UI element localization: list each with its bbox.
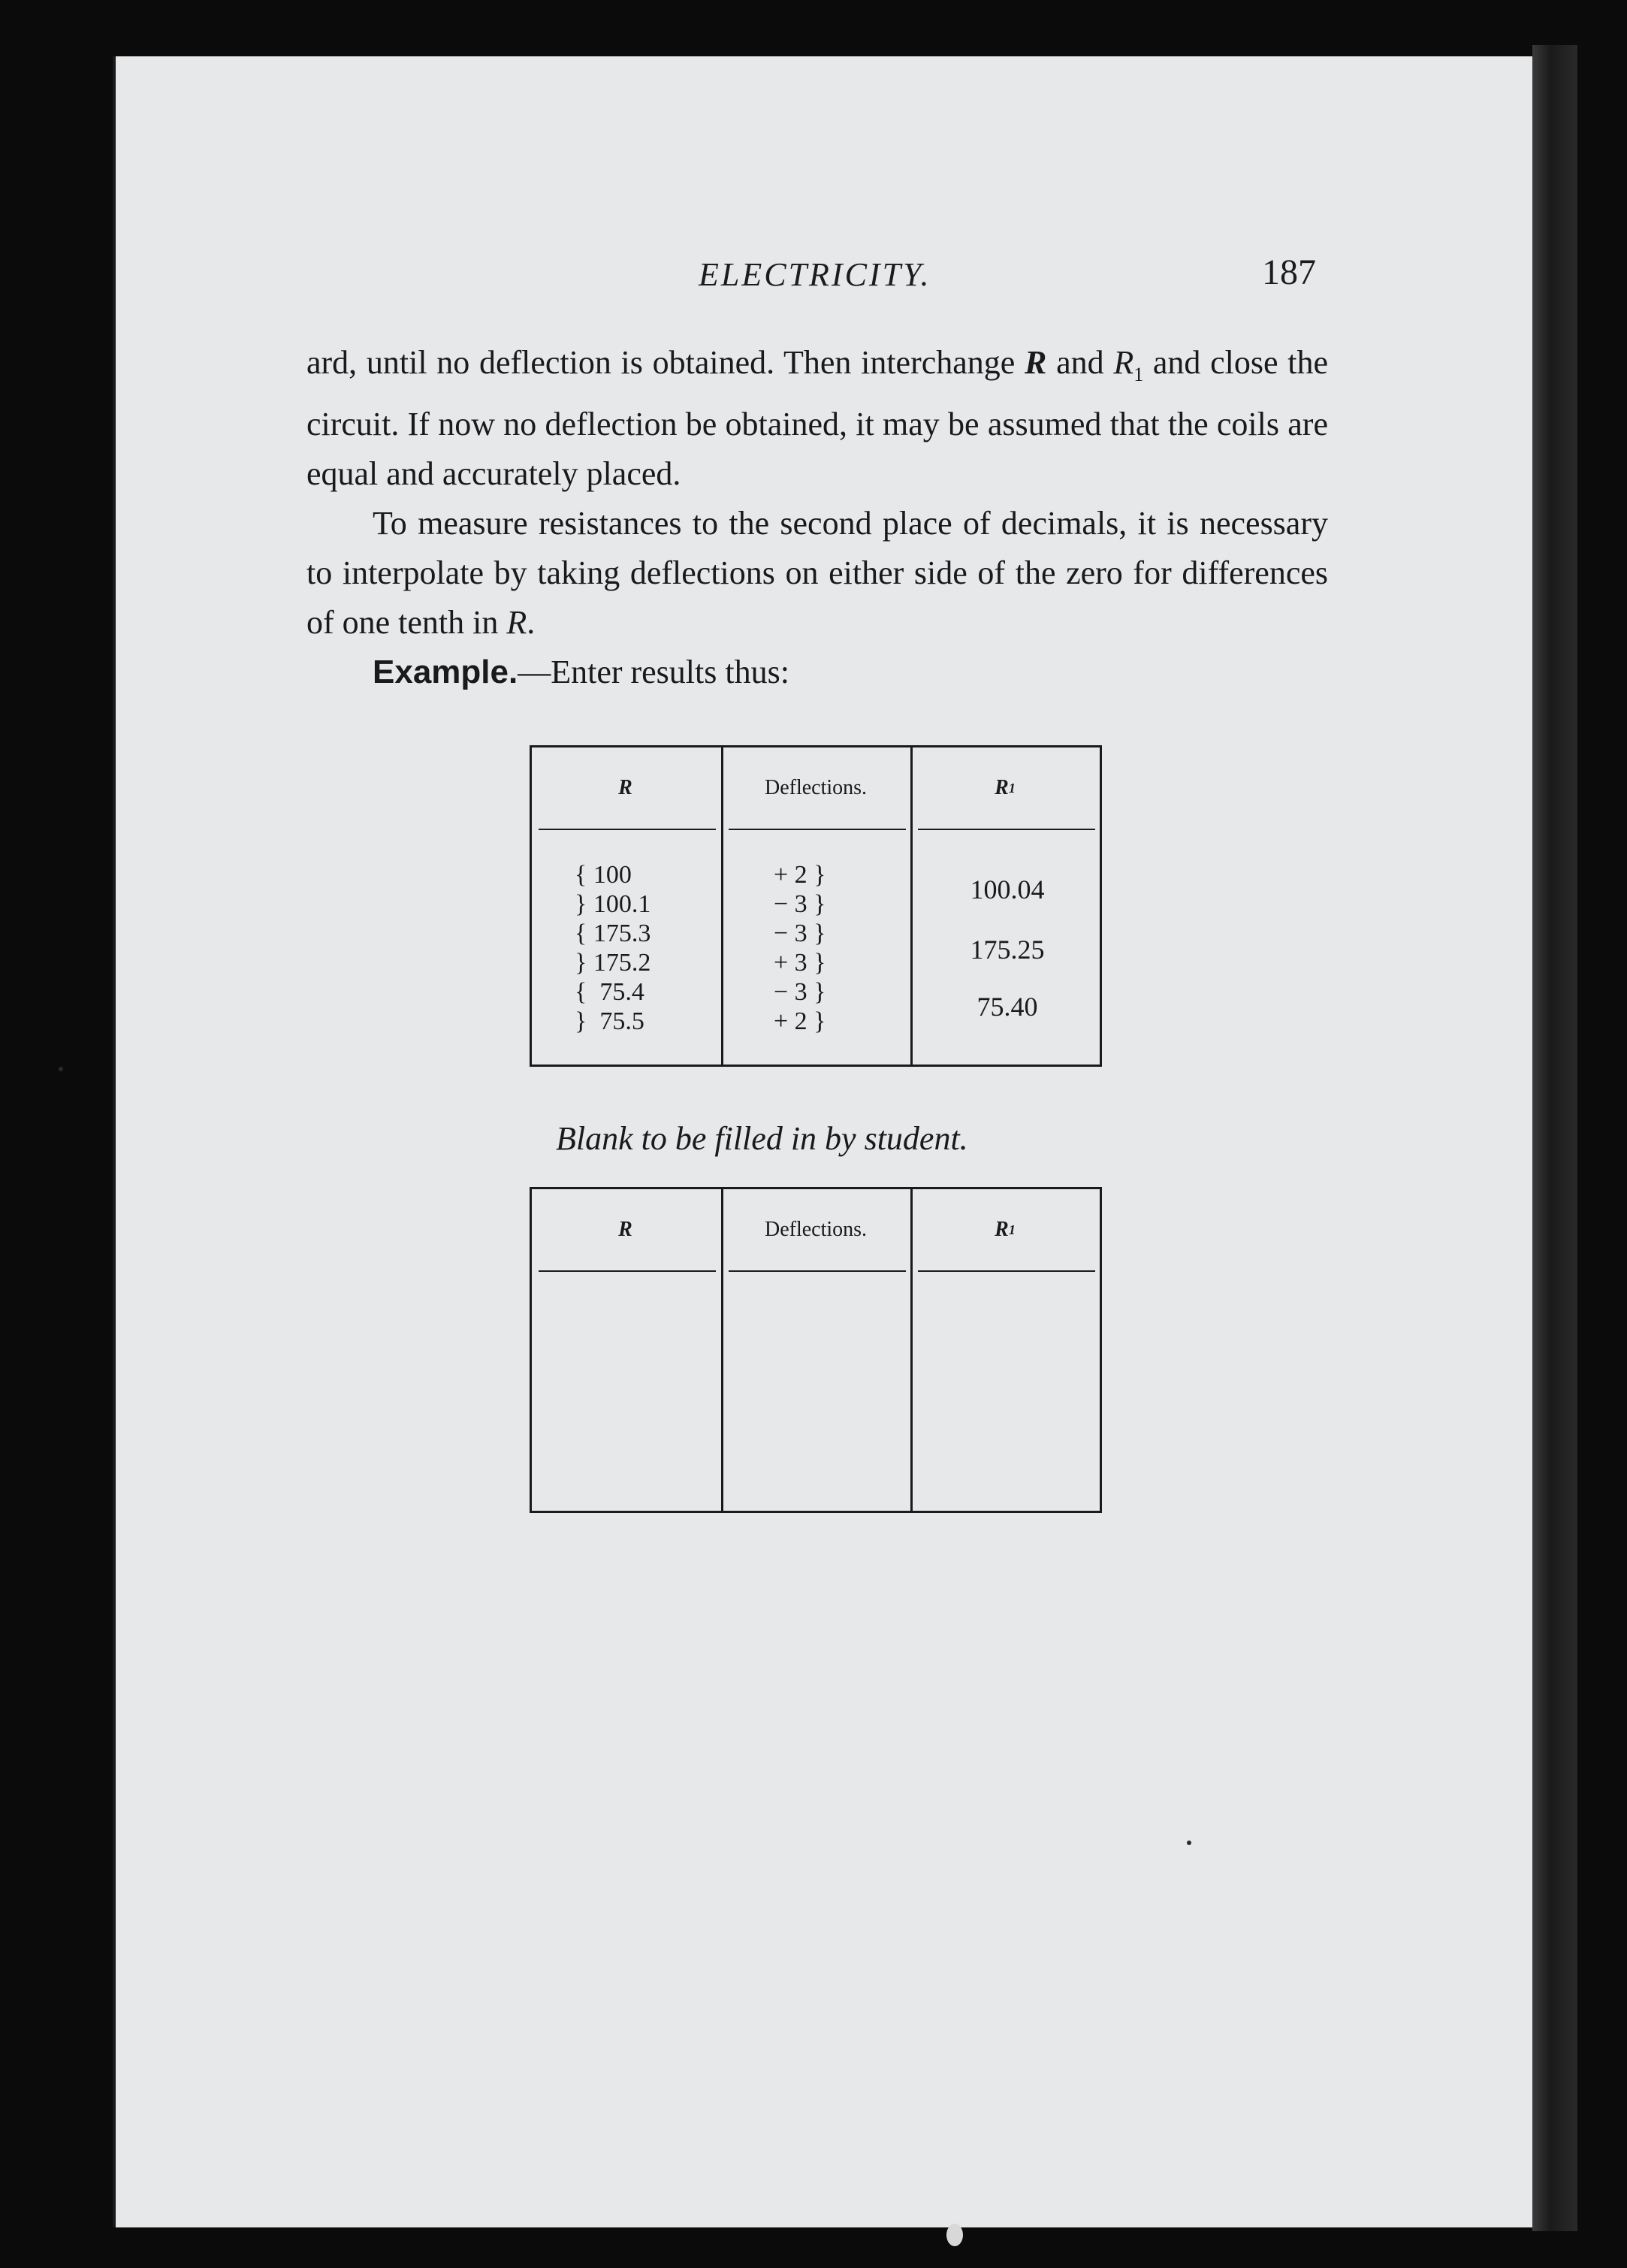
header-r1-symbol: R — [995, 1218, 1009, 1241]
header-rule — [918, 829, 1095, 830]
example-text: —Enter results thus: — [518, 653, 789, 690]
page-gutter-line — [113, 56, 116, 2227]
paragraph-1 — [306, 338, 1328, 499]
symbol-r: R — [1025, 344, 1047, 381]
page-number: 187 — [1262, 252, 1316, 292]
header-r1 — [910, 1189, 1100, 1270]
example-label: Example. — [373, 653, 518, 690]
body-text — [306, 338, 1328, 697]
header-deflections: Deflections. — [764, 776, 868, 799]
header-rule — [918, 1270, 1095, 1272]
symbol-r1-subscript: 1 — [1133, 363, 1144, 385]
deflection-values: + 2 } − 3 } − 3 } + 3 } − 3 } + 2 } — [774, 861, 826, 1035]
header-r: R — [618, 776, 632, 799]
paragraph-2-text-a: To measure resistances to the second place of decimals, it is necessary to interpolate by taking deflections on either side of the zero for differences of one tenth in — [306, 504, 1328, 641]
header-r1 — [910, 747, 1100, 829]
symbol-r: R — [506, 603, 527, 641]
header-rule — [729, 1270, 906, 1272]
table-border-right — [1100, 1189, 1102, 1511]
paragraph-1-text-b: and — [1046, 344, 1114, 381]
header-deflections: Deflections. — [764, 1218, 868, 1241]
header-r1-subscript: 1 — [1008, 1222, 1016, 1237]
header-r1-symbol: R — [995, 776, 1009, 799]
running-header: ELECTRICITY. — [699, 256, 931, 293]
example-line — [306, 648, 1328, 697]
header-rule — [539, 1270, 716, 1272]
blank-table-caption: Blank to be filled in by student. — [556, 1120, 968, 1157]
paragraph-2-text-b: . — [527, 603, 536, 641]
paragraph-1-text-a: ard, until no deflection is obtained. Then interchange — [306, 344, 1025, 381]
r-values: { 100 } 100.1 { 175.3 } 175.2 { 75.4 } 75.5 — [575, 861, 651, 1035]
blank-table — [530, 1187, 1102, 1513]
header-rule — [539, 829, 716, 830]
r1-value: 75.40 — [977, 992, 1038, 1022]
paragraph-1-text-c: and close the circuit. If now no deflection be obtained, it may be assumed that the coils are equal and accurately placed. — [306, 344, 1328, 492]
book-spine-edge — [1532, 45, 1577, 2231]
header-rule — [729, 829, 906, 830]
example-table — [530, 745, 1102, 1067]
scan-speck — [59, 1067, 63, 1071]
r1-value: 100.04 — [970, 874, 1045, 904]
header-r1-subscript: 1 — [1008, 780, 1016, 796]
r1-value: 175.25 — [970, 935, 1045, 965]
header-r: R — [618, 1218, 632, 1241]
scan-speck — [946, 2224, 963, 2246]
scan-speck — [1187, 1841, 1191, 1845]
symbol-r1: R — [1113, 344, 1134, 381]
scan-left-margin — [0, 0, 113, 2268]
paragraph-2 — [306, 499, 1328, 648]
